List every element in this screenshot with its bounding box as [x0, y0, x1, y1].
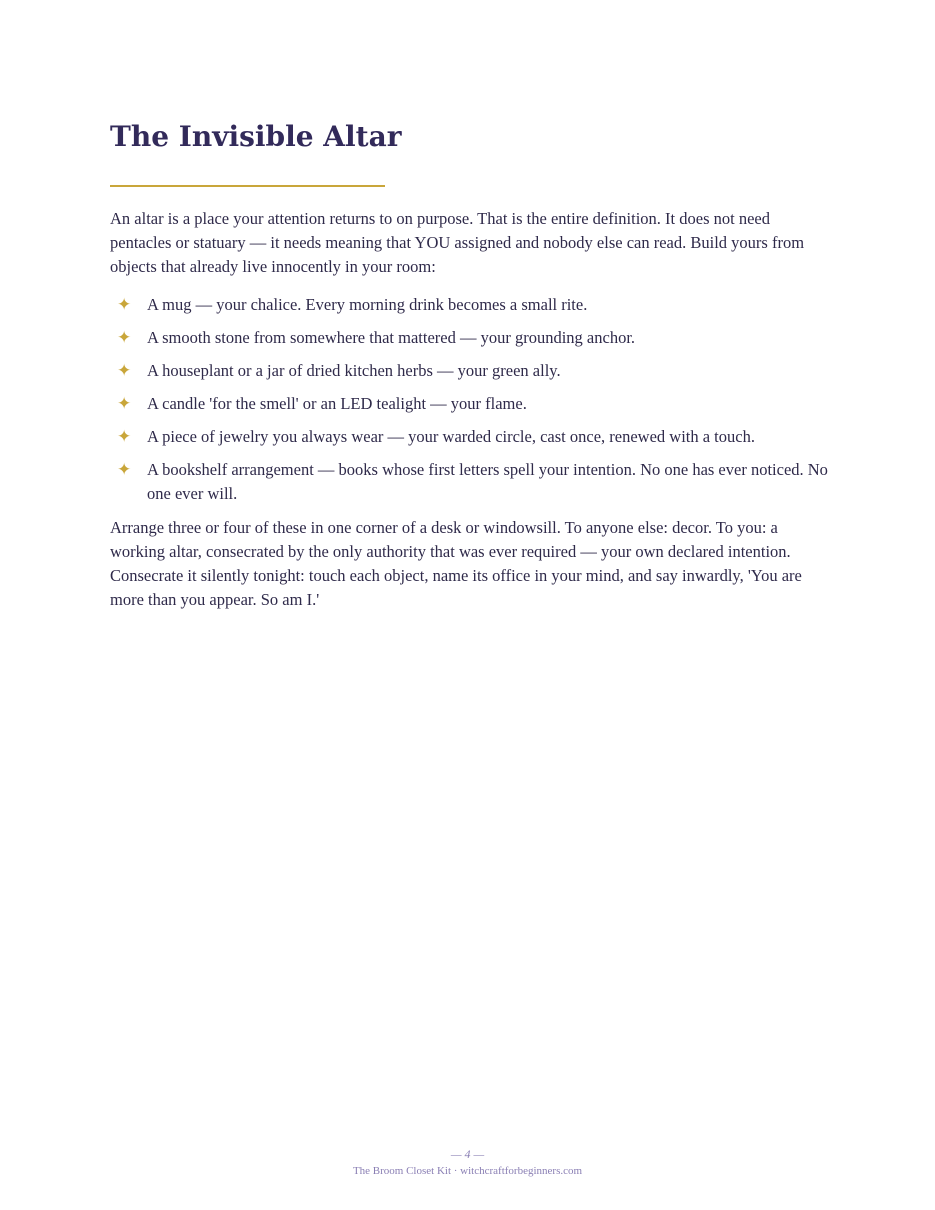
page-number: — 4 — — [450, 1147, 485, 1161]
star-icon: ✦ — [117, 328, 132, 348]
star-icon: ✦ — [117, 295, 132, 315]
list-item-text: A piece of jewelry you always wear — your warded circle, cast once, renewed with a touch. — [147, 427, 755, 446]
list-item — [110, 326, 828, 350]
bullet-list — [110, 293, 828, 506]
list-item-text: A bookshelf arrangement — books whose first letters spell your intention. No one has ever noticed. No one ever will. — [147, 460, 828, 503]
list-item — [110, 458, 828, 506]
list-item-text: A smooth stone from somewhere that mattered — your grounding anchor. — [147, 328, 636, 347]
list-item — [110, 425, 828, 449]
footer-source: The Broom Closet Kit · witchcraftforbeginners.com — [352, 1165, 583, 1177]
list-item — [110, 293, 828, 317]
list-item-text: A houseplant or a jar of dried kitchen herbs — your green ally. — [147, 361, 561, 380]
star-icon: ✦ — [117, 460, 132, 480]
page-content — [110, 116, 828, 612]
closing-paragraph: Arrange three or four of these in one corner of a desk or windowsill. To anyone else: decor. To you: a working altar, consecrated by the only authority that was ever required — your own declared intention. Consecrate it silently tonight: touch each object, name its office in your mind, and say inwardly, 'You are more than you appear. So am I.' — [110, 518, 802, 609]
page-title: The Invisible Altar — [110, 120, 402, 153]
list-item — [110, 392, 828, 416]
star-icon: ✦ — [117, 361, 132, 381]
star-icon: ✦ — [117, 427, 132, 447]
list-item — [110, 359, 828, 383]
title-divider — [110, 185, 385, 187]
intro-paragraph: An altar is a place your attention returns to on purpose. That is the entire definition. It does not need pentacles or statuary — it needs meaning that YOU assigned and nobody else can read. Build yours from objects that already live innocently in your room: — [110, 209, 805, 276]
page-footer — [0, 1145, 935, 1179]
list-item-text: A mug — your chalice. Every morning drink becomes a small rite. — [147, 295, 588, 314]
list-item-text: A candle 'for the smell' or an LED tealight — your flame. — [147, 394, 527, 413]
star-icon: ✦ — [117, 394, 132, 414]
